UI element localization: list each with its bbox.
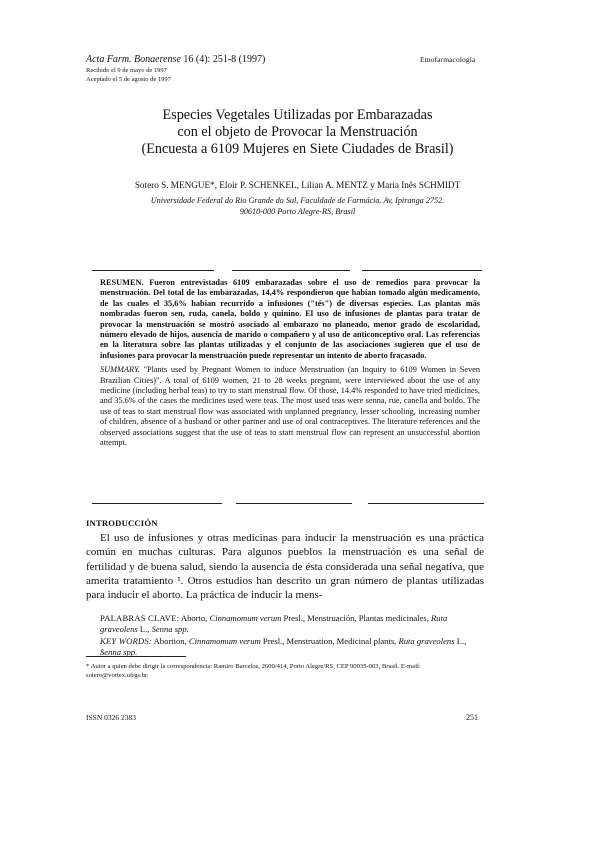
section-label: Etnofarmacología [420, 55, 476, 64]
abstract-es-label: RESUMEN. [100, 278, 144, 287]
keywords-es-species: Cinnamomum verum [209, 613, 282, 623]
keywords-es-part: L., [137, 624, 152, 635]
top-rule-right [362, 270, 482, 271]
keywords-en-part: Abortion, [151, 635, 189, 646]
introduction-heading: INTRODUCCIÓN [86, 518, 158, 528]
footnote-rule [86, 656, 186, 657]
keywords-en-species: Cinnamomum verum [188, 635, 261, 646]
abstract-en-label: SUMMARY. [100, 365, 140, 375]
affiliation [60, 195, 535, 217]
top-rule-left [92, 270, 214, 271]
keywords-es-species: Ruta graveolens [100, 613, 448, 635]
bottom-rule-middle [236, 503, 352, 504]
accepted-date: Aceptado el 5 de agosto de 1997 [86, 76, 171, 83]
keywords-en-part: Presl., Menstruation, Medicinal plants, [260, 635, 399, 646]
page-number: 251 [466, 713, 478, 722]
keywords-english [100, 636, 484, 659]
keywords-en-species: Senna spp. [100, 646, 138, 657]
authors: Sotero S. MENGUE*, Eloir P. SCHENKEL, Lilian A. MENTZ y Maria Inês SCHMIDT [134, 180, 461, 190]
journal-name: Acta Farm. Bonaerense [86, 54, 181, 65]
title-line-1: Especies Vegetales Utilizadas por Embarazadas [162, 107, 433, 123]
footnote: * Autor a quien debe dirigir la correspondencia: Ramiro Barcelos, 2600/414, Porto Alegre/RS, CEP 90035-003, Brasil. E-mail: sotero@vortex.ufrgs.br. [86, 663, 421, 680]
keywords-block [100, 613, 484, 658]
keywords-en-species: Ruta graveolens [398, 635, 455, 646]
article-title [60, 107, 535, 158]
keywords-es-species: Senna spp. [151, 624, 189, 635]
abstract-es-text: Fueron entrevistadas 6109 embarazadas sobre el uso de remedios para provocar la menstruación. Del total de las embarazadas, 14,4% respondieron que habían tomado algún medicamento, de las cuales el 35,6% habían recurrido a infusiones ("tés") de diversas especies. Las plantas más nombradas fueron sen, ruda, canela, boldo y quinino. El uso de infusiones de plantas para tratar de provocar la menstruación se mostró asociado al embarazo no planeado, menor grado de escolaridad, número elevado de hijos, ausencia de marido o compañero y al uso de anticonceptivo oral. Las referencias en la literatura sobre las plantas utilizadas y el conjunto de las asociaciones sugieren que el uso de infusiones para provocar la menstruación puede representar un intento de aborto fracasado. [100, 278, 480, 360]
bottom-rule-left [92, 503, 222, 504]
introduction-text: El uso de infusiones y otras medicinas para inducir la menstruación es una práctica común en muchas culturas. Para algunos pueblos la menstruación es una señal de fertilidad y de buena salud, siendo la ausencia de ésta considerada una señal negativa, que amerita tratamiento ¹. Otros estudios han descrito un gran número de plantas utilizadas para inducir el aborto. La práctica de inducir la mens- [86, 532, 484, 602]
top-rule-middle [232, 270, 350, 271]
dates-block [86, 66, 171, 84]
title-line-2: con el objeto de Provocar la Menstruación [177, 124, 418, 140]
keywords-es-label: PALABRAS CLAVE: [100, 613, 180, 623]
abstract-english [100, 365, 480, 448]
journal-volume: 16 (4): 251-8 (1997) [183, 54, 266, 65]
received-date: Recibido el 9 de mayo de 1997 [86, 67, 167, 74]
title-line-3: (Encuesta a 6109 Mujeres en Siete Ciudades de Brasil) [141, 141, 454, 157]
affiliation-line-1: Universidade Federal do Rio Grande do Sul, Faculdade de Farmácia. Av. Ipiranga 2752. [150, 196, 445, 205]
issn: ISSN 0326 2383 [86, 713, 137, 722]
keywords-spanish [100, 613, 484, 636]
abstract [100, 278, 480, 449]
affiliation-line-2: 90610-000 Porto Alegre-RS, Brasil [239, 207, 356, 216]
keywords-es-part: Aborto, [180, 613, 210, 623]
abstract-en-text: "Plants used by Pregnant Women to induce Menstruation (an Inquiry to 6109 Women in Seven Brazilian Cities)". A total of 6109 women, 21 to 28 weeks pregnant, were interviewed about the use of any medicine (including herbal teas) to try to start menstrual flow. Of those, 14.4% responded to have tried medicines, and 35.6% of the cases the medicines used were teas. The most used teas were senna, rue, canella and boldo. The use of teas to start menstrual flow was associated with unplanned pregnancy, lesser schooling, increasing number of children, absence of a husband or other partner and use of oral contraceptives. The literature references and the observed associations suggest that the use of teas to start menstrual flow can represent an unsuccessful abortion attempt. [100, 365, 481, 448]
keywords-en-label: KEY WORDS: [100, 635, 152, 646]
keywords-en-part: L., [454, 635, 467, 646]
keywords-es-part: Presl., Menstruación, Plantas medicinales, [281, 613, 432, 623]
journal-citation [86, 54, 265, 65]
bottom-rule-right [368, 503, 484, 504]
abstract-spanish [100, 278, 480, 361]
